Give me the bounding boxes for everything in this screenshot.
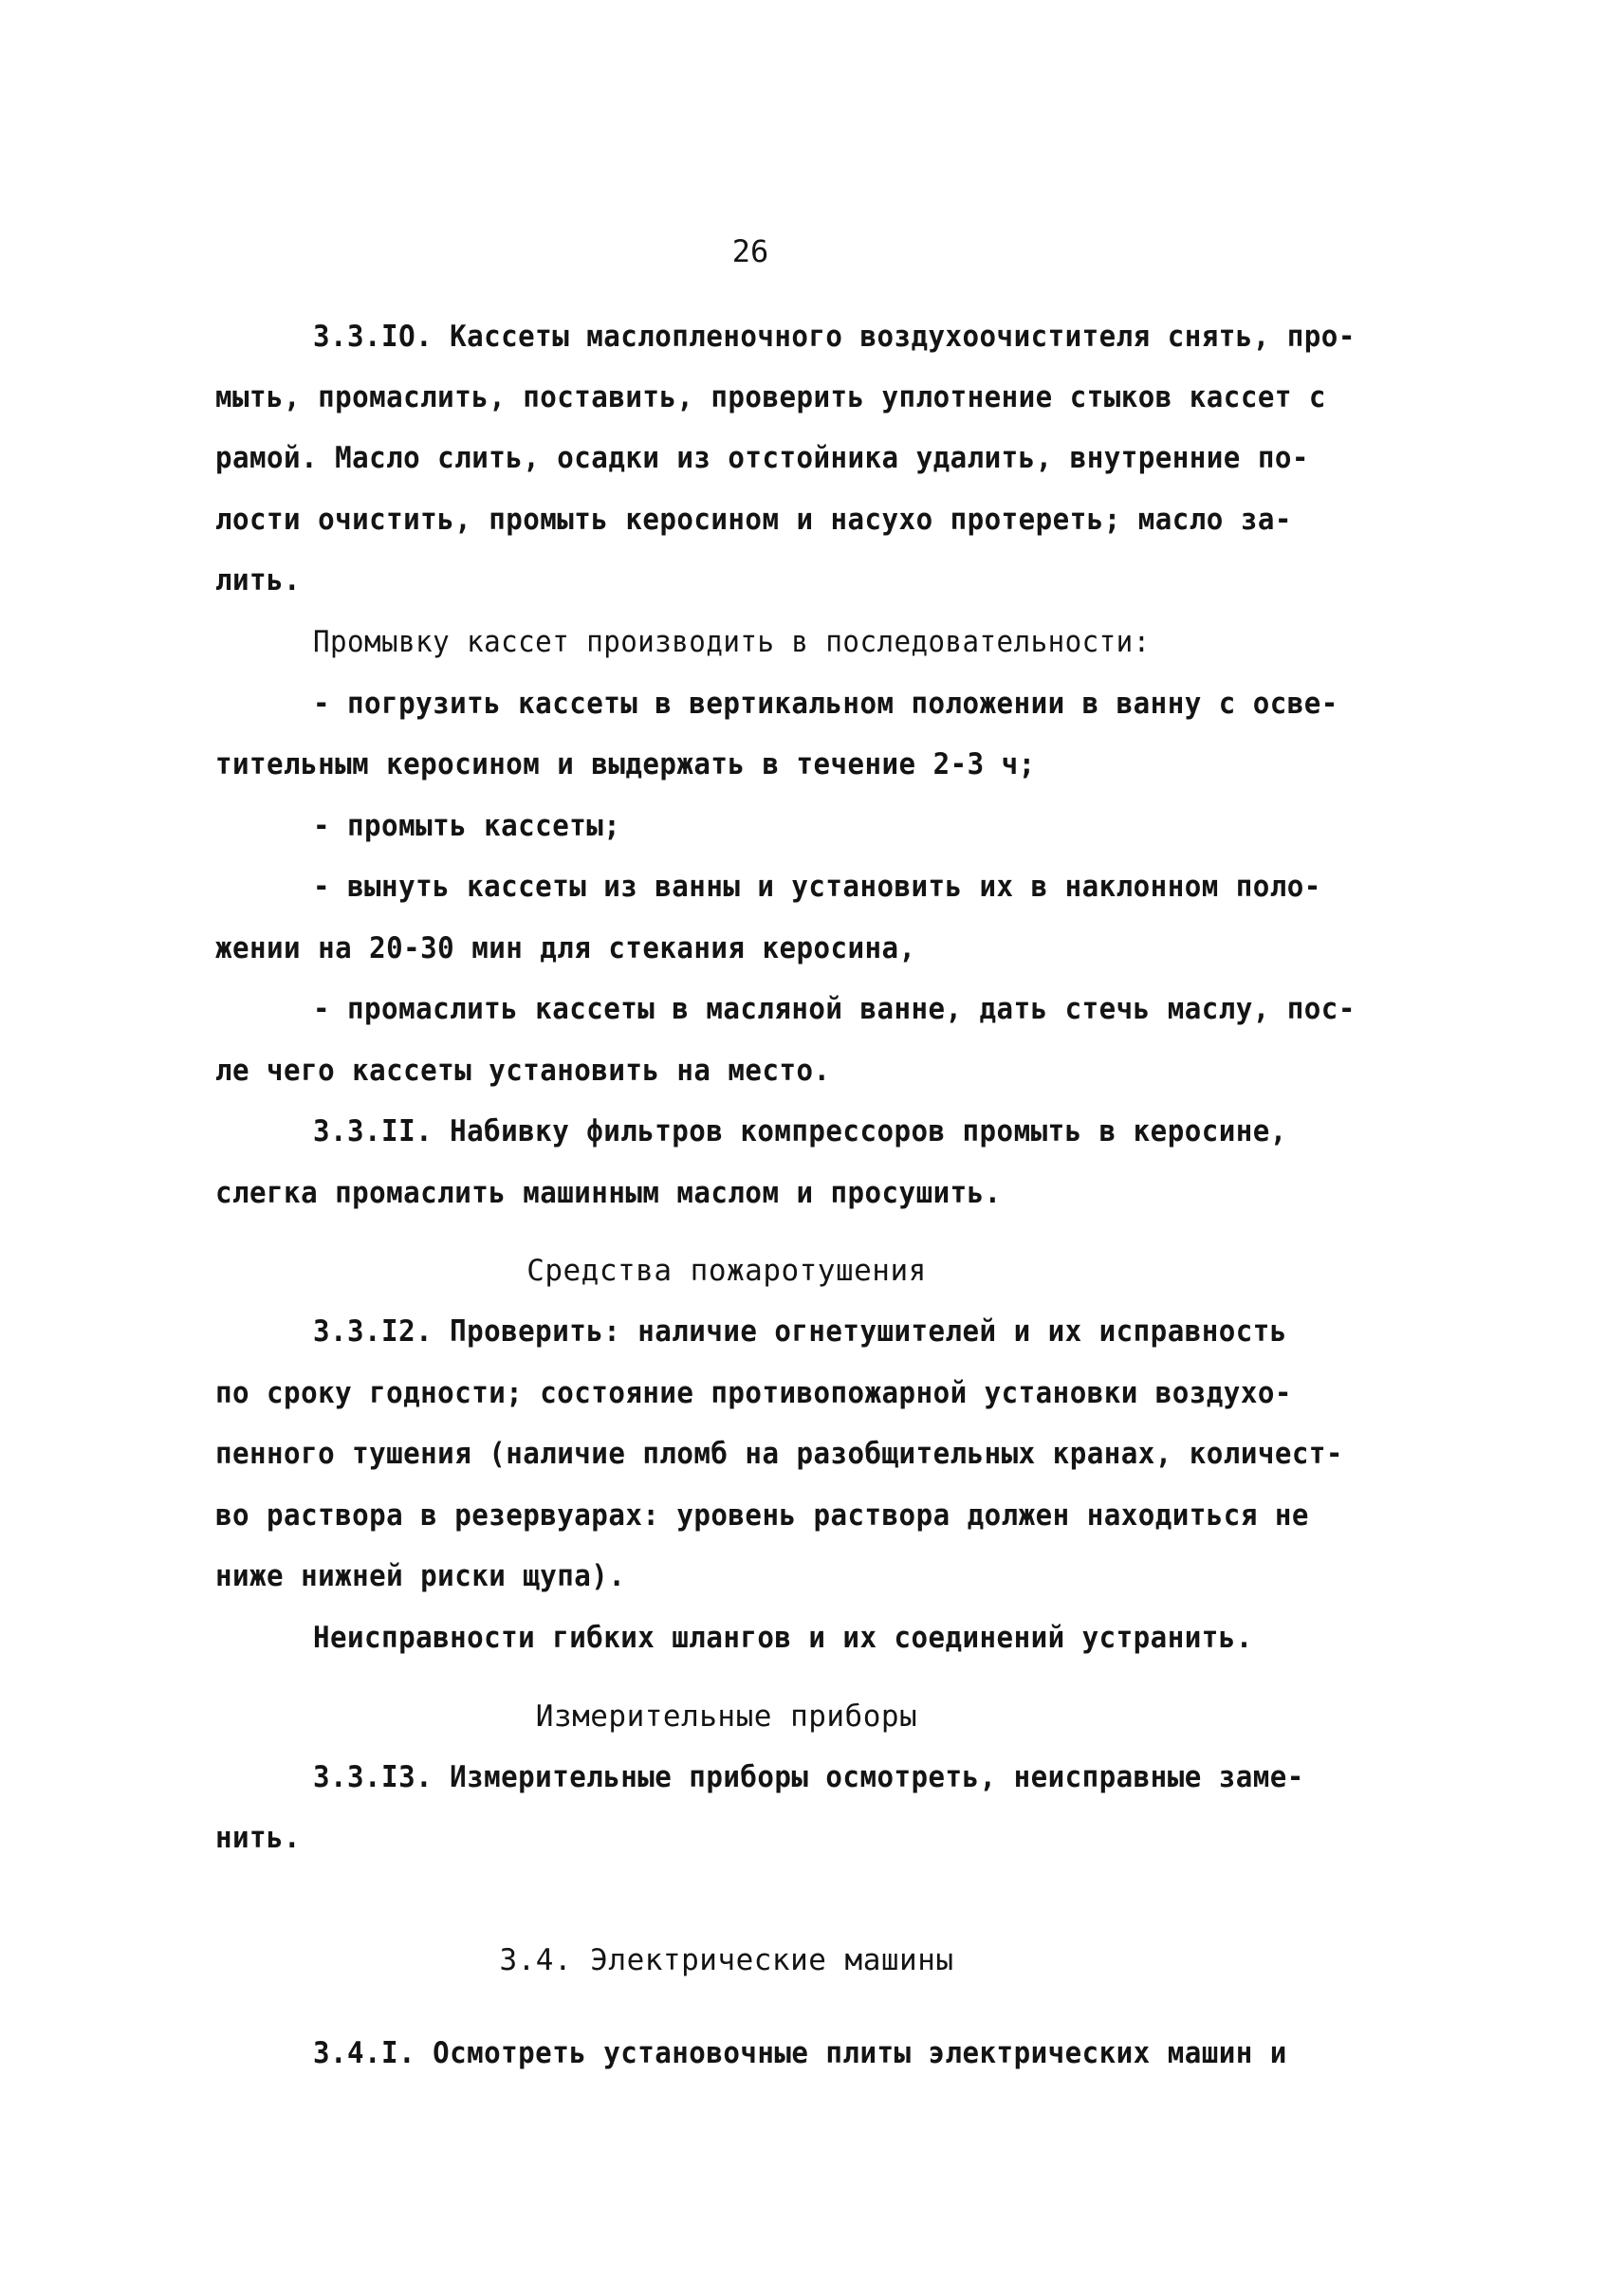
section-3-3-10-line: рамой. Масло слить, осадки из отстойника удалить, внутренние по- (215, 441, 1309, 475)
section-3-3-12-line: 3.3.I2. Проверить: наличие огнетушителей и их исправность (313, 1314, 1287, 1349)
section-3-3-12-line: пенного тушения (наличие пломб на разобщительных кранах, количест- (215, 1437, 1343, 1471)
section-3-3-12-line: по сроку годности; состояние противопожарной установки воздухо- (215, 1376, 1292, 1410)
washing-step-line: - вынуть кассеты из ванны и установить их в наклонном поло- (313, 870, 1321, 904)
section-3-3-11-line: 3.3.II. Набивку фильтров компрессоров промыть в керосине, (313, 1114, 1287, 1148)
section-3-3-12-line: во раствора в резервуарах: уровень раствора должен находиться не (215, 1498, 1309, 1533)
section-3-3-12-line: Неисправности гибких шлангов и их соединений устранить. (313, 1621, 1253, 1655)
washing-step-line: - промыть кассеты; (313, 809, 621, 843)
section-3-3-10-line: мыть, промаслить, поставить, проверить уплотнение стыков кассет с (215, 380, 1326, 414)
washing-step-line: тительным керосином и выдержать в течение 2-3 ч; (215, 747, 1036, 781)
section-3-3-11-line: слегка промаслить машинным маслом и просушить. (215, 1176, 1002, 1210)
fire-extinguishing-heading: Средства пожаротушения (526, 1254, 927, 1288)
section-3-3-12-line: ниже нижней риски щупа). (215, 1559, 626, 1593)
washing-intro: Промывку кассет производить в последовательности: (313, 625, 1151, 659)
section-3-3-10-line: лить. (215, 563, 302, 597)
section-3-3-10-line: лости очистить, промыть керосином и насухо протереть; масло за- (215, 503, 1292, 537)
washing-step-line: - промаслить кассеты в масляной ванне, дать стечь маслу, пос- (313, 992, 1356, 1026)
section-3-4-1-line: 3.4.I. Осмотреть установочные плиты электрических машин и (313, 2036, 1287, 2070)
section-3-3-13-line: 3.3.I3. Измерительные приборы осмотреть, неисправные заме- (313, 1760, 1304, 1794)
washing-step-line: - погрузить кассеты в вертикальном положении в ванну с осве- (313, 687, 1338, 721)
section-3-3-13-line: нить. (215, 1821, 302, 1855)
washing-step-line: жении на 20-30 мин для стекания керосина, (215, 931, 916, 965)
page-number: 26 (731, 233, 769, 269)
section-3-3-10-line: 3.3.IO. Кассеты маслопленочного воздухоочистителя снять, про- (313, 320, 1356, 354)
instruments-heading: Измерительные приборы (535, 1699, 918, 1734)
electric-machines-heading: 3.4. Электрические машины (499, 1943, 954, 1977)
washing-step-line: ле чего кассеты установить на место. (215, 1054, 831, 1088)
